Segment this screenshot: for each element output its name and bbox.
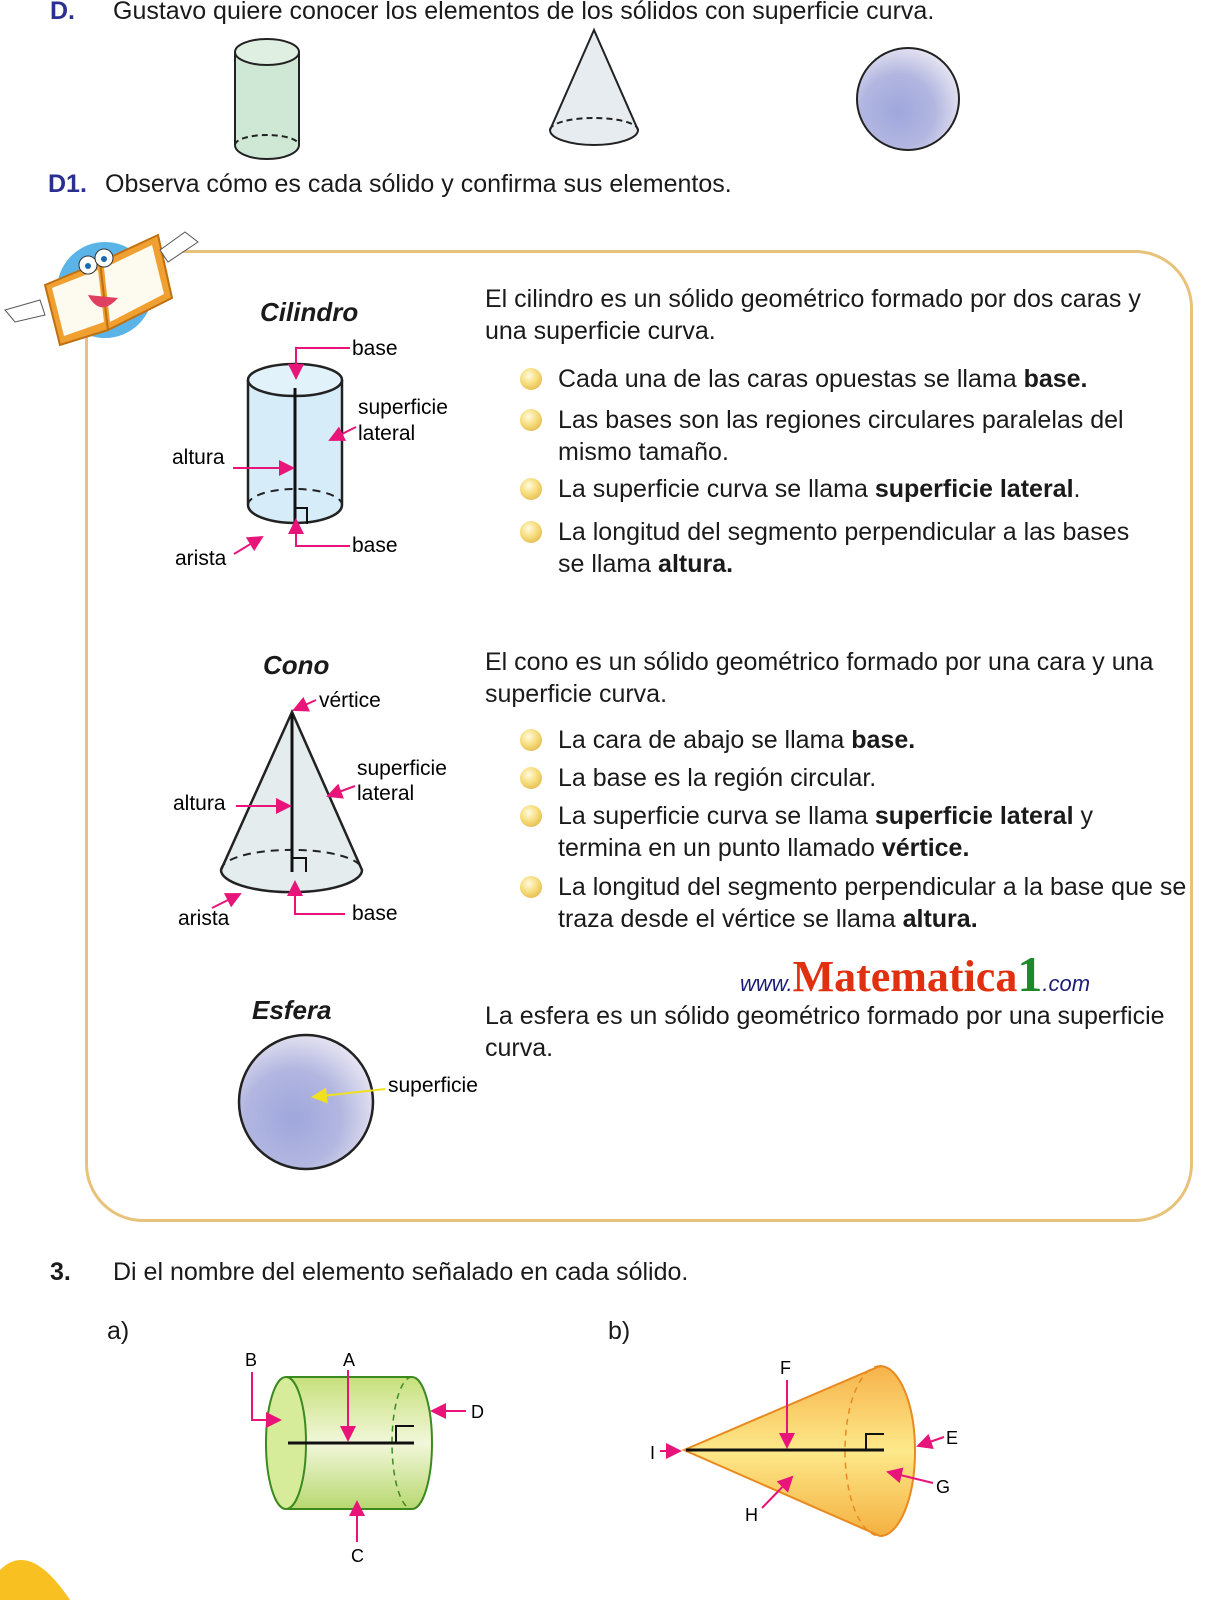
bold-term: altura. — [658, 550, 734, 578]
point-f: F — [780, 1358, 791, 1378]
point-d: D — [471, 1402, 484, 1422]
text-segment: La superficie curva se llama — [558, 475, 875, 503]
bullet-dot-icon — [520, 521, 542, 543]
cono-intro: El cono es un sólido geométrico formado por una cara y una superficie curva. — [485, 648, 1154, 708]
bullet-dot-icon — [520, 876, 542, 898]
label-lateral: lateral — [358, 422, 416, 445]
bullet-dot-icon — [520, 368, 542, 390]
point-b: B — [245, 1350, 258, 1370]
top-sphere — [857, 48, 959, 150]
point-c: C — [351, 1546, 364, 1566]
corner-decoration — [0, 1560, 70, 1600]
bullet-item — [520, 724, 1180, 756]
bullet-text — [558, 762, 1180, 794]
cono-title: Cono — [263, 650, 330, 680]
text-segment: La base es la región circular. — [558, 764, 877, 792]
label-altura: altura — [172, 446, 225, 469]
label-base: base — [352, 902, 398, 925]
bullet-item — [520, 800, 1160, 864]
label-superficie: superficie — [358, 396, 448, 419]
bold-term: superficie lateral — [874, 475, 1074, 503]
text-segment: Cada una de las caras opuestas se llama — [558, 365, 1024, 393]
bold-term: altura. — [902, 905, 978, 933]
text-segment: La longitud del segmento perpendicular a las bases se llama — [558, 518, 1130, 578]
book-mascot-icon — [5, 232, 198, 345]
point-h: H — [745, 1505, 758, 1525]
label-base-bottom: base — [352, 534, 398, 557]
bullet-dot-icon — [520, 767, 542, 789]
point-a: A — [343, 1350, 356, 1370]
section-d-text: Gustavo quiere conocer los elementos de los sólidos con superficie curva. — [113, 0, 935, 25]
bullet-text — [558, 871, 1200, 935]
exercise-3-number: 3. — [50, 1258, 71, 1286]
exercise-a-cylinder — [245, 1350, 484, 1566]
top-cone — [550, 30, 638, 145]
text-segment: . — [1073, 475, 1081, 503]
bullet-dot-icon — [520, 729, 542, 751]
bullet-dot-icon — [520, 409, 542, 431]
bullet-item — [520, 516, 1140, 580]
bold-term: superficie lateral — [874, 802, 1074, 830]
label-arista: arista — [175, 547, 227, 570]
exercise-a-label: a) — [107, 1317, 130, 1345]
label-vertice: vértice — [319, 689, 381, 712]
section-d-number: D. — [50, 0, 75, 25]
bullet-text — [558, 404, 1160, 468]
esfera-intro: La esfera es un sólido geométrico formado por una superficie curva. — [485, 1002, 1165, 1062]
matematica1-logo: www.Matematica1.com — [740, 946, 1091, 1002]
bullet-text — [558, 800, 1160, 864]
label-superficie: superficie — [357, 757, 447, 780]
text-segment: La longitud del segmento perpendicular a la base que se traza desde el vértice se llama — [558, 873, 1187, 933]
bullet-text — [558, 724, 1180, 756]
exercise-b-label: b) — [608, 1317, 631, 1345]
bullet-text — [558, 363, 1180, 395]
point-g: G — [936, 1477, 951, 1497]
cylinder-diagram — [172, 337, 448, 570]
bullet-item — [520, 473, 1180, 505]
bullet-text — [558, 473, 1180, 505]
label-lateral: lateral — [357, 782, 415, 805]
point-e: E — [946, 1428, 959, 1448]
bullet-dot-icon — [520, 478, 542, 500]
sphere-diagram — [239, 1035, 478, 1169]
exercise-3-text: Di el nombre del elemento señalado en cada sólido. — [113, 1258, 689, 1286]
cilindro-title: Cilindro — [260, 297, 359, 327]
bullet-item — [520, 363, 1180, 395]
top-cylinder — [235, 39, 299, 159]
cone-diagram — [173, 689, 447, 930]
bullet-item — [520, 762, 1180, 794]
bullet-item — [520, 871, 1200, 935]
bold-term: base. — [1023, 365, 1088, 393]
bold-term: vértice. — [881, 834, 970, 862]
section-d1-text: Observa cómo es cada sólido y confirma sus elementos. — [105, 170, 732, 198]
bullet-item — [520, 404, 1160, 468]
exercise-b-cone — [650, 1358, 958, 1536]
text-segment: Las bases son las regiones circulares paralelas del mismo tamaño. — [558, 406, 1124, 466]
label-base-top: base — [352, 337, 398, 360]
bold-term: base. — [851, 726, 916, 754]
point-i: I — [650, 1443, 656, 1463]
cilindro-intro: El cilindro es un sólido geométrico formado por dos caras y una superficie curva. — [485, 285, 1141, 345]
label-superficie: superficie — [388, 1074, 478, 1097]
text-segment: La cara de abajo se llama — [558, 726, 852, 754]
bullet-dot-icon — [520, 805, 542, 827]
section-d1-number: D1. — [48, 170, 87, 198]
text-segment: La superficie curva se llama — [558, 802, 875, 830]
bullet-text — [558, 516, 1140, 580]
label-altura: altura — [173, 792, 226, 815]
label-arista: arista — [178, 907, 230, 930]
text-segment: y termina en un punto llamado — [558, 802, 1093, 862]
esfera-title: Esfera — [252, 995, 332, 1025]
